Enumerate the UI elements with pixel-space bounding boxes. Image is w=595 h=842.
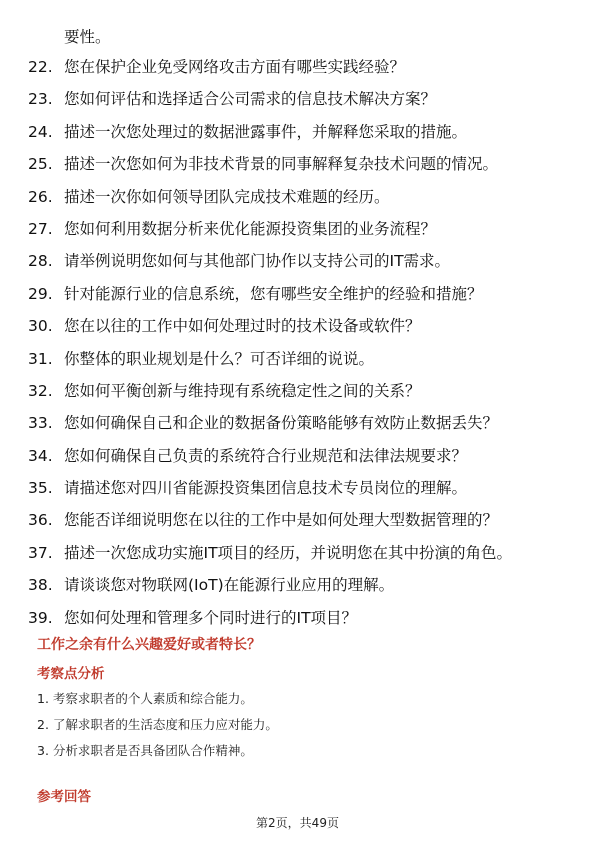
- question-number: 22.: [28, 58, 53, 76]
- question-item: [0, 574, 595, 596]
- question-item: [0, 56, 595, 78]
- question-item: [0, 380, 595, 402]
- question-text: 你整体的职业规划是什么？可否详细的说说。: [64, 349, 375, 368]
- analysis-point: 3. 分析求职者是否具备团队合作精神。: [37, 743, 253, 758]
- question-text: 您在保护企业免受网络攻击方面有哪些实践经验？: [64, 58, 406, 76]
- question-text: 您如何确保自己和企业的数据备份策略能够有效防止数据丢失？: [64, 414, 499, 433]
- question-text: 您如何评估和选择适合公司需求的信息技术解决方案？: [64, 90, 437, 109]
- question-number: 35.: [28, 479, 53, 498]
- question-item: [0, 542, 595, 564]
- question-text: 描述一次你如何领导团队完成技术难题的经历。: [64, 187, 390, 206]
- question-item: [0, 88, 595, 110]
- question-text: 您如何平衡创新与维持现有系统稳定性之间的关系？: [64, 381, 421, 400]
- question-number: 37.: [28, 543, 53, 562]
- continuation-text: 要性。: [64, 28, 111, 46]
- question-text: 您如何确保自己负责的系统符合行业规范和法律法规要求？: [64, 446, 468, 465]
- question-text: 描述一次您如何为非技术背景的同事解释复杂技术问题的情况。: [64, 155, 499, 174]
- question-number: 39.: [28, 608, 53, 627]
- question-number: 29.: [28, 284, 53, 303]
- question-number: 36.: [28, 511, 53, 530]
- question-number: 33.: [28, 414, 53, 433]
- question-list: [0, 56, 595, 639]
- question-text: 您如何处理和管理多个同时进行的IT项目？: [64, 608, 358, 627]
- analysis-heading: 考察点分析: [37, 666, 105, 682]
- question-item: [0, 121, 595, 143]
- question-item: [0, 153, 595, 175]
- analysis-point: 1. 考察求职者的个人素质和综合能力。: [37, 691, 253, 706]
- question-item: [0, 186, 595, 208]
- question-number: 32.: [28, 381, 53, 400]
- question-number: 25.: [28, 155, 53, 174]
- question-item: [0, 218, 595, 240]
- question-item: [0, 283, 595, 305]
- question-item: [0, 607, 595, 629]
- question-item: [0, 315, 595, 337]
- question-number: 28.: [28, 252, 53, 271]
- question-number: 23.: [28, 90, 53, 109]
- question-number: 31.: [28, 349, 53, 368]
- question-text: 针对能源行业的信息系统，您有哪些安全维护的经验和措施？: [64, 284, 483, 303]
- page-footer: 第2页，共49页: [256, 816, 339, 830]
- question-item: [0, 250, 595, 272]
- question-item: [0, 348, 595, 370]
- question-number: 27.: [28, 219, 53, 238]
- question-text: 您在以往的工作中如何处理过时的技术设备或软件？: [64, 317, 421, 336]
- question-text: 请谈谈您对物联网(IoT)在能源行业应用的理解。: [64, 576, 395, 595]
- question-item: [0, 477, 595, 499]
- question-number: 24.: [28, 122, 53, 141]
- question-text: 您能否详细说明您在以往的工作中是如何处理大型数据管理的？: [64, 511, 499, 530]
- analysis-points: [37, 690, 278, 768]
- question-item: [0, 445, 595, 467]
- question-item: [0, 412, 595, 434]
- question-number: 26.: [28, 187, 53, 206]
- question-number: 34.: [28, 446, 53, 465]
- question-text: 描述一次您成功实施IT项目的经历，并说明您在其中扮演的角色。: [64, 543, 513, 562]
- answer-heading: 参考回答: [37, 789, 91, 805]
- question-text: 您如何利用数据分析来优化能源投资集团的业务流程？: [64, 219, 437, 238]
- analysis-point: 2. 了解求职者的生活态度和压力应对能力。: [37, 717, 278, 732]
- question-item: [0, 509, 595, 531]
- question-text: 请举例说明您如何与其他部门协作以支持公司的IT需求。: [64, 252, 451, 271]
- question-text: 请描述您对四川省能源投资集团信息技术专员岗位的理解。: [64, 479, 468, 498]
- question-number: 30.: [28, 317, 53, 336]
- question-number: 38.: [28, 576, 53, 595]
- section-title: 工作之余有什么兴趣爱好或者特长？: [37, 637, 261, 653]
- question-text: 描述一次您处理过的数据泄露事件，并解释您采取的措施。: [64, 122, 468, 141]
